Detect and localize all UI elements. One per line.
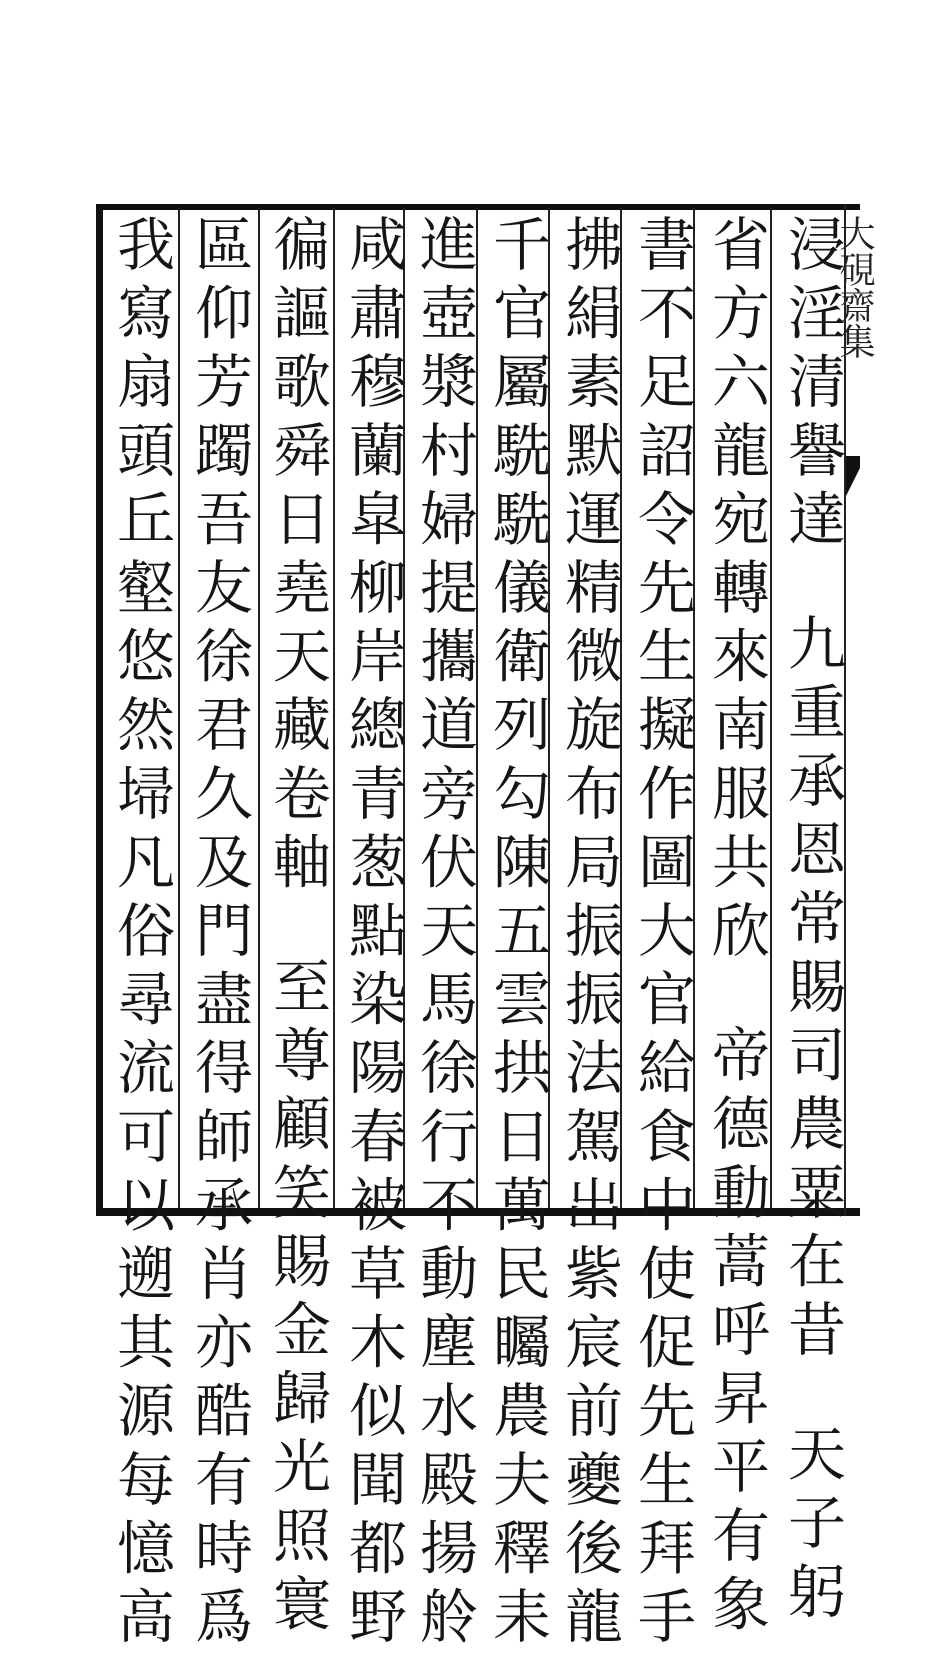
text-column-3	[627, 214, 697, 1655]
text-column-1	[777, 214, 847, 1630]
column-rule	[178, 208, 180, 1208]
text-column-6	[409, 214, 479, 1655]
text-column-5	[482, 214, 552, 1655]
column-segment: 我寫扇頭丘壑悠然埽凡俗尋流可以遡其源每憶高	[107, 214, 175, 1655]
margin-title: 大硯齋集	[834, 215, 875, 359]
column-rule	[333, 208, 335, 1208]
column-segment: 帝德動蒿呼昇平有象	[702, 1024, 770, 1643]
column-segment: 九重承恩常賜司農粟在昔	[778, 613, 846, 1368]
column-segment: 天子躬	[778, 1423, 846, 1630]
text-column-9	[184, 214, 254, 1655]
column-segment: 區仰芳躅吾友徐君久及門盡得師承肖亦酷有時爲	[185, 214, 253, 1655]
column-segment: 千官屬駪駪儀衛列勾陳五雲拱日萬民矚農夫釋耒	[483, 214, 551, 1655]
text-column-2	[701, 214, 771, 1643]
text-column-7	[338, 214, 408, 1655]
column-segment: 拂絹素默運精微旋布局振振法駕出紫宸前夔後龍	[555, 214, 623, 1655]
column-segment: 至尊顧笑賜金歸光照寰	[263, 956, 331, 1642]
column-segment: 書不足詔令先生擬作圖大官給食中使促先生拜手	[628, 214, 696, 1655]
column-rule	[258, 208, 260, 1208]
text-column-10	[106, 214, 176, 1655]
column-segment: 省方六龍宛轉來南服共欣	[702, 214, 770, 969]
text-column-4	[554, 214, 624, 1655]
column-segment: 徧謳歌舜日堯天藏卷軸	[263, 214, 331, 900]
column-segment: 浸淫清譽達	[778, 214, 846, 557]
column-segment: 進壺漿村婦提攜道旁伏天馬徐行不動塵水殿揚舲	[410, 214, 478, 1655]
column-segment: 咸肅穆蘭皐柳岸總青葱點染陽春被草木似聞都野	[339, 214, 407, 1655]
text-column-8	[262, 214, 332, 1642]
